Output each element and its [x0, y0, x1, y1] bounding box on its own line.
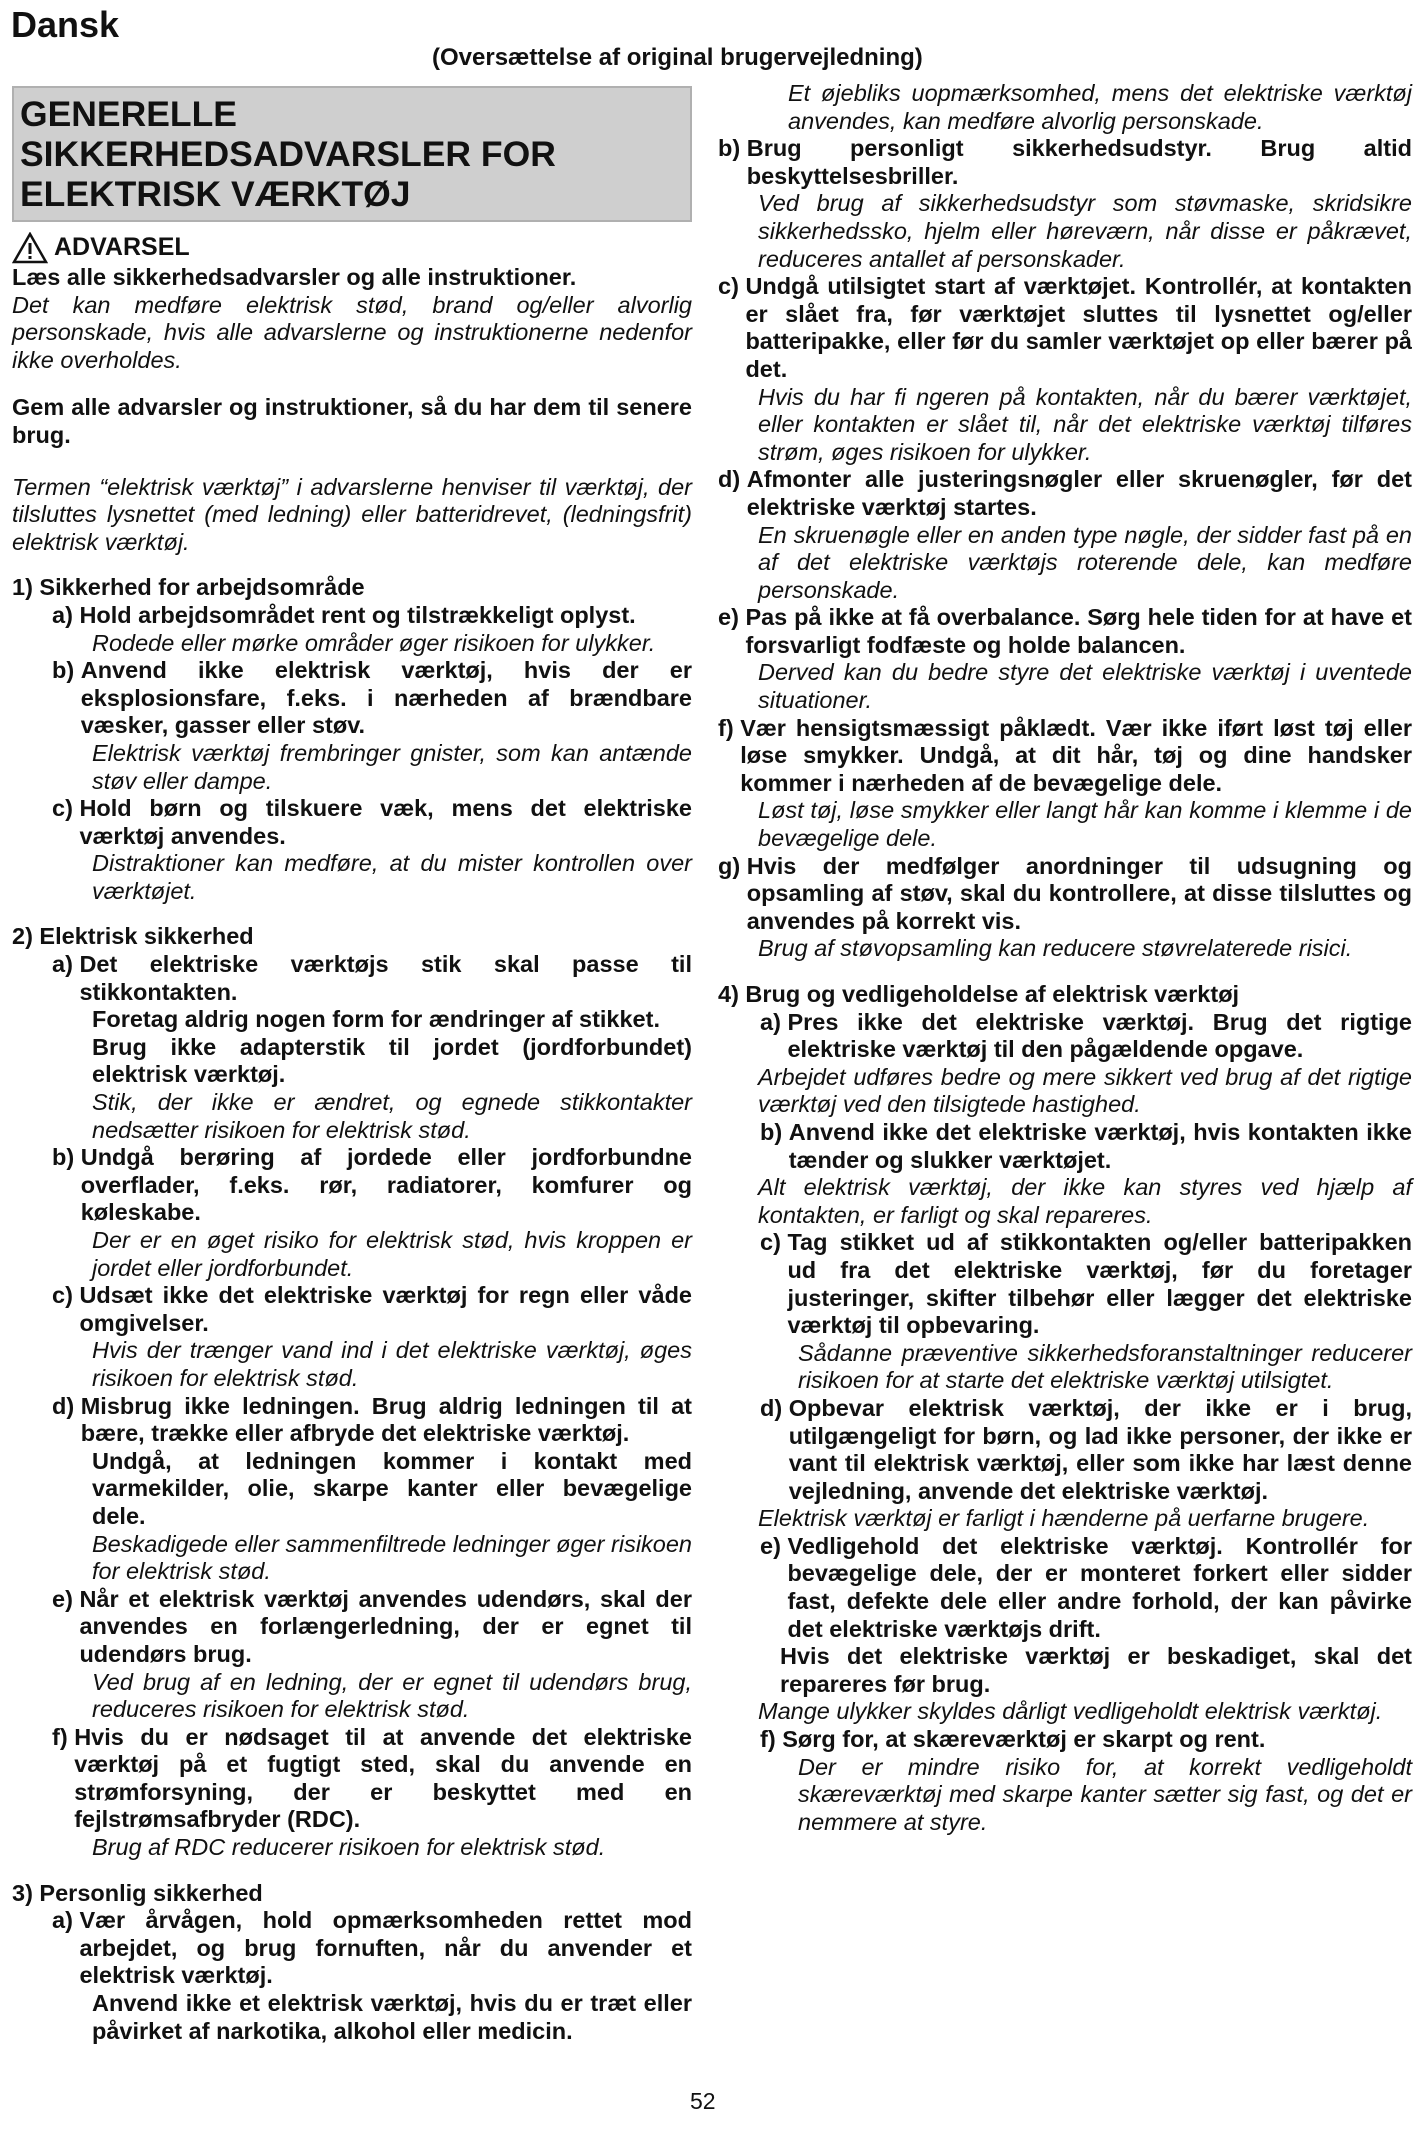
item-1b-bold: Anvend ikke elektrisk værktøj, hvis der er eksplosionsfare, f.eks. i nærheden af brændbare væsker, gasser eller støv. [80, 657, 692, 739]
item-4d: d) Opbevar elektrisk værktøj, der ikke er i brug, utilgængeligt for børn, og lad ikke personer, der ikke er vant til elektrisk værktøj, eller som ikke har læst denne vejledning, anvende det elektriske værktøj. [760, 1394, 1412, 1504]
item-4e-bold: Vedligehold det elektriske værktøj. Kontrollér for bevægelige dele, der er monteret forkert eller sidder fast, defekte dele eller andre forhold, der kan påvirke det elektriske værktøjs drift. [787, 1532, 1412, 1642]
item-3f: f) Vær hensigtsmæssigt påklædt. Vær ikke iført løst tøj eller løse smykker. Undgå, at dit hår, tøj og dine handsker kommer i nærheden af de bevægelige dele. [718, 714, 1412, 796]
item-1a-text: Rodede eller mørke områder øger risikoen for ulykker. [92, 629, 656, 656]
item-1c-bold: Hold børn og tilskuere væk, mens det elektriske værktøj anvendes. [79, 795, 692, 849]
item-3a: a) Vær årvågen, hold opmærksomheden rettet mod arbejdet, og brug fornuften, når du anvender et elektrisk værktøj. [52, 1907, 692, 1989]
item-2d: d) Misbrug ikke ledningen. Brug aldrig ledningen til at bære, trække eller afbryde det elektriske værktøj. [52, 1392, 692, 1447]
item-2c-bold: Udsæt ikke det elektriske værktøj for regn eller våde omgivelser. [79, 1282, 692, 1336]
warning-bold: Læs alle sikkerhedsadvarsler og alle instruktioner. [12, 264, 577, 290]
warning-triangle-icon [12, 232, 48, 264]
item-3d: d) Afmonter alle justeringsnøgler eller skruenøgler, før det elektriske værktøj startes. [718, 466, 1412, 520]
section-banner: GENERELLE SIKKERHEDSADVARSLER FOR ELEKTRISK VÆRKTØJ [12, 86, 692, 222]
item-3b-text: Ved brug af sikkerhedsudstyr som støvmaske, skridsikre sikkerhedssko, hjelm eller høreværn, når disse er påkrævet, reduceres antallet af personskader. [758, 190, 1412, 272]
section-4-title: 4) Brug og vedligeholdelse af elektrisk værktøj [718, 981, 1240, 1007]
keep-instructions: Gem alle advarsler og instruktioner, så du har dem til senere brug. [12, 394, 692, 448]
item-1c: c) Hold børn og tilskuere væk, mens det elektriske værktøj anvendes. [52, 795, 692, 849]
term-note: Termen “elektrisk værktøj” i advarslerne henviser til værktøj, der tilsluttes lysnettet (med ledning) eller batteridrevet, (ledningsfrit) elektrisk værktøj. [12, 473, 692, 555]
item-3e: e) Pas på ikke at få overbalance. Sørg hele tiden for at have et forsvarligt fodfæste og holde balancen. [718, 604, 1412, 658]
item-2d-text: Beskadigede eller sammenfiltrede ledninger øger risikoen for elektrisk stød. [92, 1530, 692, 1585]
item-3c: c) Undgå utilsigtet start af værktøjet. Kontrollér, at kontakten er slået fra, før værktøjet sluttes til lysnettet og/eller batteripakke, eller før du samler værktøjet op eller bærer på det. [718, 273, 1412, 382]
item-3d-bold: Afmonter alle justeringsnøgler eller skruenøgler, før det elektriske værktøj startes. [746, 466, 1412, 520]
item-4b-bold: Anvend ikke det elektriske værktøj, hvis kontakten ikke tænder og slukker værktøjet. [788, 1118, 1412, 1173]
item-4c: c) Tag stikket ud af stikkontakten og/eller batteripakken ud fra det elektriske værktøj, før du foretager justeringer, skifter tilbehør eller lægger det elektriske værktøj til opbevaring. [760, 1229, 1412, 1339]
item-4f-text: Der er mindre risiko for, at korrekt vedligeholdt skæreværktøj med skarpe kanter sætter sig fast, og det er nemmere at styre. [798, 1753, 1412, 1835]
item-1a: a) Hold arbejdsområdet rent og tilstrækkeligt oplyst. [52, 601, 636, 628]
warning-heading [12, 232, 692, 264]
item-2c-text: Hvis der trænger vand ind i det elektriske værktøj, øges risikoen for elektrisk stød. [92, 1337, 692, 1391]
item-4e-bold2: Hvis det elektriske værktøj er beskadiget, skal det repareres før brug. [780, 1643, 1412, 1697]
item-2a-bold3: Brug ikke adapterstik til jordet (jordforbundet) elektrisk værktøj. [92, 1033, 692, 1088]
right-column [718, 80, 1412, 1836]
item-4d-text: Elektrisk værktøj er farligt i hænderne på uerfarne brugere. [758, 1505, 1370, 1532]
item-2d-bold: Misbrug ikke ledningen. Brug aldrig ledningen til at bære, trække eller afbryde det elektriske værktøj. [80, 1392, 692, 1447]
document-subtitle: (Oversættelse af original brugervejledning) [432, 44, 923, 71]
item-4b-text: Alt elektrisk værktøj, der ikke kan styres ved hjælp af kontakten, er farligt og skal repareres. [758, 1174, 1412, 1228]
item-1b-text: Elektrisk værktøj frembringer gnister, som kan antænde støv eller dampe. [92, 739, 692, 794]
item-1b: b) Anvend ikke elektrisk værktøj, hvis der er eksplosionsfare, f.eks. i nærheden af brændbare væsker, gasser eller støv. [52, 657, 692, 739]
left-column [12, 80, 692, 2045]
item-4a: a) Pres ikke det elektriske værktøj. Brug det rigtige elektriske værktøj til den pågældende opgave. [760, 1008, 1412, 1063]
item-3e-bold: Pas på ikke at få overbalance. Sørg hele tiden for at have et forsvarligt fodfæste og holde balancen. [745, 604, 1412, 658]
item-3e-text: Derved kan du bedre styre det elektriske værktøj i uventede situationer. [758, 659, 1412, 714]
item-1a-bold: Hold arbejdsområdet rent og tilstrækkeligt oplyst. [79, 601, 636, 628]
item-2a-bold: Det elektriske værktøjs stik skal passe til stikkontakten. [79, 951, 692, 1005]
warning-title: ADVARSEL [54, 233, 190, 262]
item-4c-text: Sådanne præventive sikkerhedsforanstaltninger reducerer risikoen for at starte det elektriske værktøj utilsigtet. [798, 1339, 1412, 1394]
item-2a-bold2: Foretag aldrig nogen form for ændringer af stikket. [92, 1006, 660, 1033]
item-4f-bold: Sørg for, at skæreværktøj er skarpt og rent. [782, 1726, 1266, 1753]
section-2-title: 2) Elektrisk sikkerhed [12, 923, 254, 950]
item-4f: f) Sørg for, at skæreværktøj er skarpt og rent. [760, 1726, 1266, 1753]
item-2e: e) Når et elektrisk værktøj anvendes udendørs, skal der anvendes en forlængerledning, der er egnet til udendørs brug. [52, 1585, 692, 1667]
item-3a-text: Et øjebliks uopmærksomhed, mens det elektriske værktøj anvendes, kan medføre alvorlig personskade. [788, 80, 1412, 134]
item-2a: a) Det elektriske værktøjs stik skal passe til stikkontakten. [52, 951, 692, 1005]
item-3g-bold: Hvis der medfølger anordninger til udsugning og opsamling af støv, skal du kontrollere, at disse tilsluttes og anvendes på korrekt vis. [746, 852, 1412, 934]
item-3f-text: Løst tøj, løse smykker eller langt hår kan komme i klemme i de bevægelige dele. [758, 797, 1412, 852]
item-4b: b) Anvend ikke det elektriske værktøj, hvis kontakten ikke tænder og slukker værktøjet. [760, 1118, 1412, 1173]
language-label: Dansk [11, 4, 120, 45]
item-2d-bold2: Undgå, at ledningen kommer i kontakt med varmekilder, olie, skarpe kanter eller bevægelige dele. [92, 1447, 692, 1529]
item-3f-bold: Vær hensigtsmæssigt påklædt. Vær ikke iført løst tøj eller løse smykker. Undgå, at dit hår, tøj og dine handsker kommer i nærheden af de bevægelige dele. [740, 714, 1412, 796]
item-3c-text: Hvis du har fi ngeren på kontakten, når du bærer værktøjet, eller kontakten er slået til, når det elektriske værktøj tilføres strøm, øges risikoen for ulykker. [758, 383, 1412, 465]
item-4a-text: Arbejdet udføres bedre og mere sikkert ved brug af det rigtige værktøj ved den tilsigtede hastighed. [758, 1063, 1412, 1118]
section-1-title: 1) Sikkerhed for arbejdsområde [12, 574, 365, 601]
item-3a-bold2: Anvend ikke et elektrisk værktøj, hvis du er træt eller påvirket af narkotika, alkohol eller medicin. [92, 1990, 692, 2044]
warning-text: Det kan medføre elektrisk stød, brand og/eller alvorlig personskade, hvis alle advarslerne og instruktionerne nedenfor ikke overholdes. [12, 291, 692, 373]
item-2b-bold: Undgå berøring af jordede eller jordforbundne overflader, f.eks. rør, radiatorer, komfurer og køleskabe. [80, 1144, 692, 1226]
item-4d-bold: Opbevar elektrisk værktøj, der ikke er i brug, utilgængeligt for børn, og lad ikke personer, der ikke er vant til elektrisk værktøj, eller som ikke har læst denne vejledning, anvende det elektriske værktøj. [788, 1394, 1412, 1504]
item-2b: b) Undgå berøring af jordede eller jordforbundne overflader, f.eks. rør, radiatorer, komfurer og køleskabe. [52, 1144, 692, 1226]
item-3g: g) Hvis der medfølger anordninger til udsugning og opsamling af støv, skal du kontrollere, at disse tilsluttes og anvendes på korrekt vis. [718, 852, 1412, 934]
item-4e: e) Vedligehold det elektriske værktøj. Kontrollér for bevægelige dele, der er monteret forkert eller sidder fast, defekte dele eller andre forhold, der kan påvirke det elektriske værktøjs drift. [760, 1532, 1412, 1642]
item-3b-bold: Brug personligt sikkerhedsudstyr. Brug altid beskyttelsesbriller. [746, 135, 1412, 189]
item-3a-bold: Vær årvågen, hold opmærksomheden rettet mod arbejdet, og brug fornuften, når du anvender et elektrisk værktøj. [79, 1907, 692, 1989]
item-3g-text: Brug af støvopsamling kan reducere støvrelaterede risici. [758, 935, 1353, 962]
item-2c: c) Udsæt ikke det elektriske værktøj for regn eller våde omgivelser. [52, 1282, 692, 1336]
item-2e-text: Ved brug af en ledning, der er egnet til udendørs brug, reduceres risikoen for elektrisk stød. [92, 1668, 692, 1723]
item-1c-text: Distraktioner kan medføre, at du mister kontrollen over værktøjet. [92, 850, 692, 904]
item-4a-bold: Pres ikke det elektriske værktøj. Brug det rigtige elektriske værktøj til den pågældende opgave. [787, 1008, 1412, 1063]
item-2e-bold: Når et elektrisk værktøj anvendes udendørs, skal der anvendes en forlængerledning, der er egnet til udendørs brug. [79, 1585, 692, 1667]
item-3b: b) Brug personligt sikkerhedsudstyr. Brug altid beskyttelsesbriller. [718, 135, 1412, 189]
item-2f-bold: Hvis du er nødsaget til at anvende det elektriske værktøj på et fugtigt sted, skal du anvende en strømforsyning, der er beskyttet med en fejlstrømsafbryder (RDC). [74, 1723, 692, 1833]
item-2b-text: Der er en øget risiko for elektrisk stød, hvis kroppen er jordet eller jordforbundet. [92, 1227, 692, 1281]
section-3-title: 3) Personlig sikkerhed [12, 1879, 263, 1906]
item-3d-text: En skruenøgle eller en anden type nøgle, der sidder fast på en af det elektriske værktøjs roterende dele, kan medføre personskade. [758, 521, 1412, 603]
item-4e-text: Mange ulykker skyldes dårligt vedligeholdt elektrisk værktøj. [758, 1698, 1383, 1725]
item-3c-bold: Undgå utilsigtet start af værktøjet. Kontrollér, at kontakten er slået fra, før værktøjet sluttes til lysnettet og/eller batteripakke, eller før du samler værktøjet op eller bærer på det. [745, 273, 1412, 382]
item-2a-text: Stik, der ikke er ændret, og egnede stikkontakter nedsætter risikoen for elektrisk stød. [92, 1089, 692, 1143]
item-4c-bold: Tag stikket ud af stikkontakten og/eller batteripakken ud fra det elektriske værktøj, før du foretager justeringer, skifter tilbehør eller lægger det elektriske værktøj til opbevaring. [787, 1229, 1412, 1339]
item-2f: f) Hvis du er nødsaget til at anvende det elektriske værktøj på et fugtigt sted, skal du anvende en strømforsyning, der er beskyttet med en fejlstrømsafbryder (RDC). [52, 1723, 692, 1833]
item-2f-text: Brug af RDC reducerer risikoen for elektrisk stød. [92, 1834, 606, 1861]
page-number: 52 [690, 2088, 716, 2114]
